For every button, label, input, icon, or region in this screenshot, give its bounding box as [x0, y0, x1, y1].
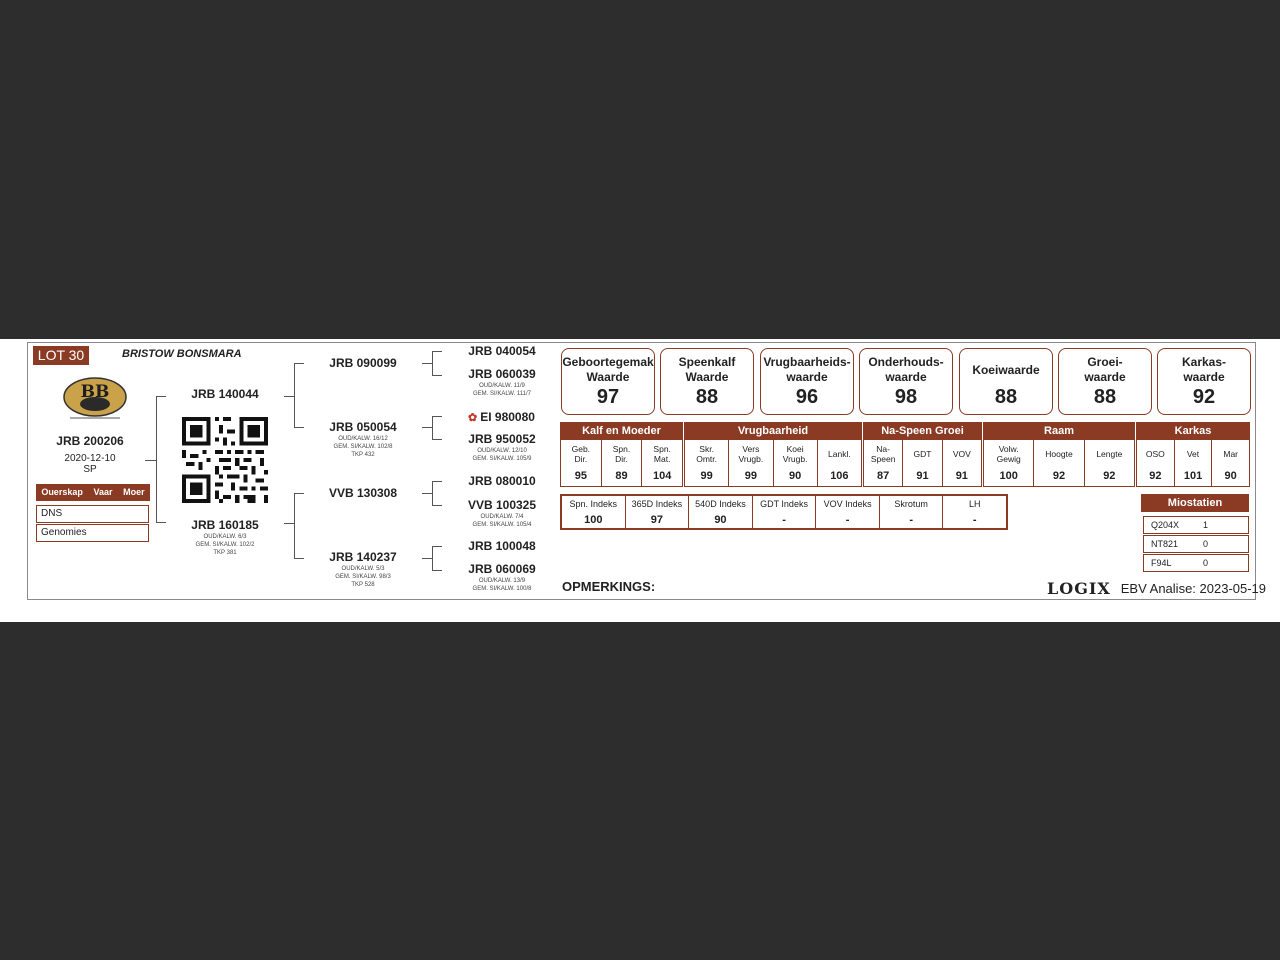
trait-header-line1: Spn. [653, 444, 671, 454]
trait-header [561, 440, 601, 468]
connector [432, 439, 442, 440]
trait-header-line1: Mar [1223, 449, 1238, 459]
sire-col-label: Vaar [93, 487, 113, 497]
ebv-card [1058, 348, 1152, 415]
trait-header [1175, 440, 1212, 468]
connector [432, 351, 442, 352]
birth-date: 2020-12-10 [64, 453, 116, 464]
index-label: 365D Indeks [631, 499, 683, 509]
dd-calving: OUD/KALW. 5/3 [341, 566, 385, 572]
trait-group [983, 422, 1135, 487]
index-value: - [782, 514, 786, 526]
ai-sire-icon: ✿ [468, 411, 478, 424]
index-column [562, 496, 626, 528]
trait-header-lines [1096, 449, 1122, 459]
animal-id: JRB 200206 [56, 434, 124, 448]
myostatin-row [1143, 516, 1249, 534]
myostatin-row [1143, 535, 1249, 553]
dam-tkp: TKP 381 [213, 550, 237, 556]
index-column [880, 496, 944, 528]
ds-id: VVB 130308 [328, 486, 398, 500]
ebv-card-label [860, 354, 952, 386]
ebv-card-label-line1: Groei- [1087, 355, 1123, 369]
connector [432, 351, 433, 375]
dd-intercalving: GEM. SI/KALW. 98/3 [335, 574, 391, 580]
connector [284, 523, 294, 524]
trait-value: 91 [955, 470, 968, 482]
ebv-card-label [562, 354, 654, 386]
trait-column [1034, 440, 1084, 486]
trait-header-line2: Mat. [653, 454, 671, 464]
connector [294, 363, 295, 427]
trait-header [729, 440, 772, 468]
sd-details [318, 435, 408, 459]
trait-column [903, 440, 942, 486]
ebv-card [859, 348, 953, 415]
trait-header-lines [653, 444, 671, 464]
trait-value: 99 [744, 470, 757, 482]
ebv-card-value: 92 [1192, 386, 1216, 408]
ebv-card-label-lines [562, 355, 653, 385]
trait-header [1212, 440, 1249, 468]
ebv-card-label-line1: Koeiwaarde [972, 362, 1040, 377]
connector [432, 570, 442, 571]
connector [432, 375, 442, 376]
trait-header-line2: Dir. [574, 454, 588, 464]
catalogue-sheet [0, 339, 1280, 622]
trait-header-lines [696, 444, 717, 464]
trait-header-line1: Spn. [612, 444, 631, 454]
sd-calving: OUD/KALW. 16/12 [338, 436, 388, 442]
trait-header-lines [1146, 449, 1165, 459]
ebv-card-label [761, 354, 853, 386]
parentage-label: Ouerskap [41, 487, 83, 497]
trait-header-line1: Geb. [571, 444, 591, 454]
connector [432, 481, 433, 505]
index-value: - [909, 514, 914, 526]
trait-header-line1: OSO [1145, 449, 1165, 459]
connector [294, 493, 295, 558]
ebv-card-label-line1: Karkas- [1181, 355, 1227, 369]
connector [422, 558, 432, 559]
trait-header [903, 440, 941, 468]
ebv-card-label-line1: Geboortegemak [562, 355, 654, 369]
sdd-details [458, 447, 546, 463]
trait-header-line2: Gewig [996, 454, 1021, 464]
ebv-card-value: 88 [994, 386, 1018, 408]
sd-intercalving: GEM. SI/KALW. 102/8 [333, 444, 393, 450]
trait-group-columns [984, 440, 1134, 486]
sd-tkp: TKP 432 [351, 452, 375, 458]
ebv-card-label [661, 354, 753, 386]
parentage-row-dns: DNS [36, 505, 149, 523]
trait-header [685, 440, 728, 468]
index-value: - [845, 514, 850, 526]
myostatin-value: 1 [1203, 520, 1209, 530]
trait-column [864, 440, 903, 486]
dsd-calving: OUD/KALW. 7/4 [480, 514, 524, 520]
trait-group-title: Kalf en Moeder [561, 423, 682, 440]
trait-header-line2: Speen [870, 454, 896, 464]
sdd-intercalving: GEM. SI/KALW. 105/9 [472, 456, 532, 462]
sds-entry [468, 410, 548, 424]
myostatin-marker: Q204X [1151, 520, 1180, 530]
connector [422, 363, 432, 364]
trait-header-line1: Na- [876, 444, 890, 454]
trait-header-lines [828, 449, 851, 459]
connector [294, 558, 304, 559]
connector [432, 546, 442, 547]
ss-id: JRB 090099 [329, 356, 397, 370]
ebv-card-value: 98 [894, 386, 918, 408]
connector [432, 416, 442, 417]
dam-intercalving: GEM. SI/KALW. 102/2 [195, 542, 255, 548]
dsd-details [458, 513, 546, 529]
trait-column [943, 440, 981, 486]
trait-header-lines [1187, 449, 1199, 459]
trait-group-columns [561, 440, 682, 486]
trait-header-lines [1045, 449, 1072, 459]
ebv-card [959, 348, 1053, 415]
connector [284, 396, 294, 397]
breeder-name: BRISTOW BONSMARA [122, 348, 242, 360]
ebv-card-value: 96 [795, 386, 819, 408]
ebv-card-value: 88 [695, 386, 719, 408]
trait-header [1034, 440, 1083, 468]
trait-column [774, 440, 818, 486]
ebv-card-label-line2: Waarde [685, 370, 729, 384]
trait-value: 91 [916, 470, 929, 482]
ebv-card [760, 348, 854, 415]
dd-tkp: TKP 528 [351, 582, 375, 588]
dsd-id: VVB 100325 [467, 498, 537, 512]
trait-group-columns [685, 440, 861, 486]
ebv-card-label-line1: Speenkalf [678, 355, 736, 369]
index-label: 540D Indeks [695, 499, 746, 509]
trait-value: 92 [1103, 470, 1116, 482]
index-value: 97 [650, 514, 663, 526]
selection-indexes [560, 494, 1008, 530]
myostatin-value: 0 [1203, 558, 1209, 568]
connector [294, 427, 304, 428]
trait-group-columns [1137, 440, 1249, 486]
ebv-card-label [1158, 354, 1250, 386]
trait-header-line1: Vers [742, 444, 760, 454]
myostatin-row [1143, 554, 1249, 572]
trait-header [943, 440, 981, 468]
ebv-analysis-date: EBV Analise: 2023-05-19 [1120, 581, 1267, 596]
ssd-intercalving: GEM. SI/KALW. 111/7 [472, 391, 532, 397]
trait-column [1137, 440, 1175, 486]
svg-text:BB: BB [80, 382, 110, 402]
trait-header [774, 440, 817, 468]
trait-column [818, 440, 861, 486]
index-column [943, 496, 1006, 528]
ebv-card-label-lines [679, 355, 736, 385]
trait-column [729, 440, 773, 486]
ddd-calving: OUD/KALW. 13/9 [478, 578, 526, 584]
trait-group-title: Na-Speen Groei [864, 423, 981, 440]
myostatin-value: 0 [1203, 539, 1209, 549]
connector [432, 416, 433, 439]
dd-id: JRB 140237 [329, 550, 397, 564]
connector [422, 427, 432, 428]
connector [294, 363, 304, 364]
index-value: 100 [584, 514, 603, 526]
dds-id: JRB 100048 [468, 539, 536, 553]
trait-header-line1: Hoogte [1045, 449, 1073, 459]
index-value: 90 [714, 514, 727, 526]
ebv-card-label-line1: Vrugbaarheids- [763, 355, 851, 369]
trait-value: 89 [615, 470, 628, 482]
trait-header [1137, 440, 1174, 468]
dam-col-label: Moer [123, 487, 145, 497]
index-column [626, 496, 690, 528]
ebv-card-label-lines [1182, 355, 1226, 385]
connector [156, 396, 166, 397]
trait-header-lines [914, 449, 932, 459]
trait-header [1085, 440, 1134, 468]
index-label: LH [969, 499, 981, 509]
trait-group-title: Raam [984, 423, 1134, 440]
ebv-card-label [960, 354, 1052, 386]
trait-header [818, 440, 861, 468]
trait-header-line2: Omtr. [696, 454, 718, 464]
ebv-card-label-lines [972, 363, 1039, 378]
trait-header [642, 440, 682, 468]
ebv-card [1157, 348, 1251, 415]
dd-details [318, 565, 408, 589]
ebv-card-label-lines [763, 355, 850, 385]
trait-header-lines [953, 449, 971, 459]
trait-column [602, 440, 643, 486]
trait-value: 95 [574, 470, 587, 482]
dam-details [180, 533, 270, 557]
connector [432, 505, 442, 506]
ebv-card-value: 97 [596, 386, 620, 408]
ddd-details [458, 577, 546, 593]
ebv-card-label-line1: Onderhouds- [868, 355, 944, 369]
trait-group-title: Vrugbaarheid [685, 423, 861, 440]
animal-code: SP [83, 464, 97, 475]
trait-column [1212, 440, 1249, 486]
ddd-intercalving: GEM. SI/KALW. 100/8 [472, 586, 532, 592]
ebv-card [660, 348, 754, 415]
trait-value: 104 [653, 470, 672, 482]
trait-value: 92 [1149, 470, 1162, 482]
parentage-header [36, 484, 150, 501]
ebv-card-value: 88 [1093, 386, 1117, 408]
trait-header [984, 440, 1033, 468]
ebv-card-label-lines [1084, 355, 1125, 385]
trait-value: 90 [1224, 470, 1237, 482]
trait-header-line2: Dir. [615, 454, 628, 464]
myostatin-marker: NT821 [1151, 539, 1179, 549]
sds-id: EI 980080 [480, 410, 535, 424]
qr-code[interactable] [182, 417, 268, 503]
trait-column [561, 440, 602, 486]
connector [145, 460, 156, 461]
trait-header-lines [739, 444, 764, 464]
trait-value: 92 [1052, 470, 1066, 482]
dam-id: JRB 160185 [191, 518, 259, 532]
trait-group-columns [864, 440, 981, 486]
trait-header-lines [871, 444, 896, 464]
ssd-id: JRB 060039 [468, 367, 536, 381]
index-label: GDT Indeks [760, 499, 808, 509]
trait-column [1085, 440, 1134, 486]
trait-value: 101 [1183, 470, 1203, 482]
trait-header [602, 440, 642, 468]
index-label: Spn. Indeks [569, 499, 618, 509]
connector [156, 396, 157, 522]
trait-group-title: Karkas [1137, 423, 1249, 440]
ssd-calving: OUD/KALW. 11/9 [479, 383, 525, 389]
ebv-card-label [1059, 354, 1151, 386]
trait-header-line1: GDT [913, 449, 932, 459]
dam-calving: OUD/KALW. 6/3 [203, 534, 247, 540]
connector [432, 481, 442, 482]
sire-id: JRB 140044 [191, 387, 259, 401]
sd-id: JRB 050054 [329, 420, 397, 434]
trait-header-line1: Volw. [998, 444, 1019, 454]
ebv-card-label-line2: waarde [1084, 370, 1126, 384]
trait-header [864, 440, 902, 468]
index-label: VOV Indeks [823, 499, 872, 509]
connector [294, 493, 304, 494]
trait-header-line1: Lankl. [828, 449, 851, 459]
trait-column [642, 440, 682, 486]
trait-header-line1: Lengte [1096, 449, 1123, 459]
ssd-details [458, 382, 546, 398]
myostatin-header: Miostatien [1141, 494, 1249, 512]
sdd-id: JRB 950052 [468, 432, 536, 446]
trait-group [560, 422, 683, 487]
trait-value: 87 [877, 470, 890, 482]
index-label: Skrotum [894, 499, 928, 509]
trait-header-line1: Skr. [699, 444, 714, 454]
trait-header-line2: Vrugb. [782, 454, 808, 464]
trait-value: 106 [830, 470, 849, 482]
connector [156, 522, 166, 523]
trait-group [1136, 422, 1250, 487]
ebv-card-label-lines [868, 355, 943, 385]
connector [432, 546, 433, 570]
trait-header-line1: VOV [952, 449, 971, 459]
ebv-card [561, 348, 655, 415]
index-column [689, 496, 753, 528]
index-column [753, 496, 817, 528]
trait-header-lines [783, 444, 808, 464]
trait-column [1175, 440, 1213, 486]
myostatin-marker: F94L [1151, 558, 1172, 568]
dsd-intercalving: GEM. SI/KALW. 105/4 [472, 522, 532, 528]
trait-group [684, 422, 862, 487]
trait-header-lines [1223, 449, 1238, 459]
parentage-row-genomics: Genomies [36, 524, 149, 542]
index-column [816, 496, 880, 528]
trait-column [984, 440, 1034, 486]
trait-header-lines [613, 444, 631, 464]
trait-header-line1: Koei [786, 444, 804, 454]
trait-header-lines [572, 444, 590, 464]
trait-value: 90 [789, 470, 802, 482]
trait-header-line1: Vet [1186, 449, 1200, 459]
sdd-calving: OUD/KALW. 12/10 [477, 448, 527, 454]
trait-value: 99 [700, 470, 713, 482]
connector [422, 493, 432, 494]
logix-logo: LOGIX [1047, 579, 1111, 598]
ddd-id: JRB 060069 [468, 562, 536, 576]
footer [1047, 579, 1266, 598]
ebv-card-label-line2: waarde [1183, 370, 1225, 384]
ebv-card-label-line2: waarde [885, 370, 927, 384]
trait-column [685, 440, 729, 486]
trait-group [863, 422, 982, 487]
trait-header-line2: Vrugb. [738, 454, 764, 464]
trait-value: 100 [999, 470, 1018, 482]
bb-bull-logo [62, 377, 128, 421]
dss-id: JRB 080010 [468, 474, 536, 488]
index-value: - [972, 514, 977, 526]
ebv-card-label-line2: waarde [786, 370, 828, 384]
remarks-label: OPMERKINGS: [562, 579, 656, 594]
sss-id: JRB 040054 [468, 344, 536, 358]
ebv-card-label-line2: Waarde [586, 370, 630, 384]
trait-header-lines [997, 444, 1021, 464]
lot-badge: LOT 30 [33, 346, 89, 365]
